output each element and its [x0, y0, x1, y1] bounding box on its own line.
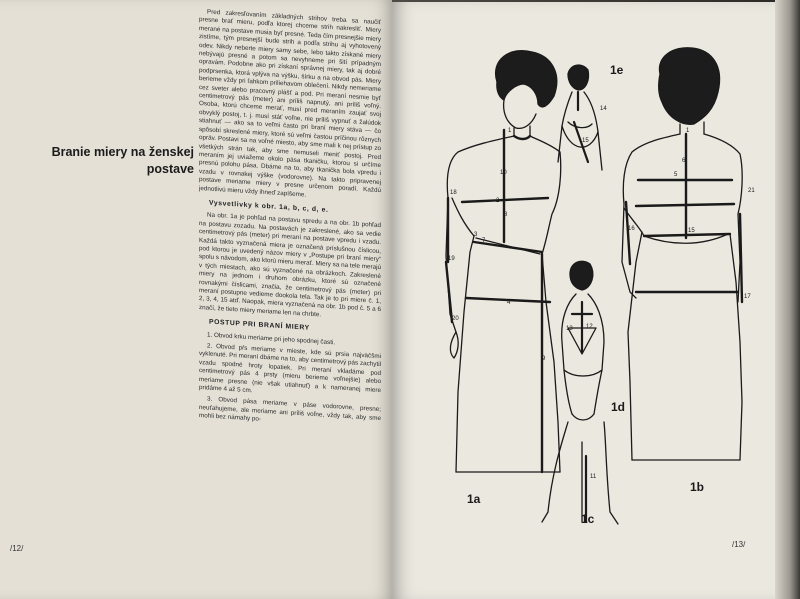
section-title [44, 144, 194, 178]
figure-label-1e: 1e [610, 63, 624, 77]
num-1a-19: 19 [448, 256, 455, 262]
num-1a-20: 20 [452, 316, 459, 322]
page-number-left: /12/ [10, 544, 24, 553]
num-1a-8: 8 [504, 212, 508, 218]
num-1a-1: 1 [508, 128, 512, 134]
num-1b-5: 5 [674, 172, 678, 178]
title-line-2: postave [146, 162, 194, 176]
procedure-heading: POSTUP PRI BRANÍ MIERY [209, 318, 310, 332]
intro-paragraph: Pred zakresľovaním základných strihov treba sa naučiť presne brať mieru, podľa ktorej chceme strih nakresliť. Miery merané na postave musia byť presné. Teda čím presnejšie miery zistíme, tým presnejší bude strih a podľa strihu aj vyhotovený odev. Nikdy neberte miery samy sebe, lebo takto získané miery nebývajú presné a potom sa nevyhneme pri šití prípadným opravám. Podobne ako pri získaní správnej miery, tak aj dobré podprsenka, ktorá vplýva na výšku, šírku a na obvod pás. Miery berieme vždy pri ľahkom priliehavom oblečení. Nikdy nemeriame cez sveter alebo pracovný plášť a pod. Pri meraní nesmie byť centimetrový pás (meter) ani príliš napnutý, ani príliš voľný. Osoba, ktorú chceme merať, musí pred meraním zaujať svoj obvyklý postoj, t. j. musí stáť voľne, nie príliš vypnuť a žalúdok stiahnuť — ako sa to veľmi často pri braní miery stáva — čo spôsobí skreslené miery, ktoré sú veľmi častou príčinou rôznych opráv. Postavi sa na voľné miesto, aby sme mali k nej prístup zo všetkých strán tak, aby sme nemuseli meniť postoj. Pred meraním jej uviažeme okolo pása tkaničku, ktorou si určíme presnú polohu pása. Dbáme na to, aby tkanička bola vpredu i vzadu v rovnakej výške (vodorovne). Na takto pripravenej postave meriame miery v presne určenom poradí. Každú jednotlivú mieru vždy ihneď zapíšeme. [199, 8, 381, 199]
procedure-item-2: 2. Obvod pŕs meriame v mieste, kde sú prsia najväčšmi vyklenuté. Pri meraní dbáme na to, aby centimetrový pás zachytil vzadu spodné hroty lopatiek. Pri meraní vkladáme pod centimetrový pás 4 prsty (mieru berieme voľnejšie) alebo meriame presne (nie však utiahnuť) a k nameranej miere pridáme 4 až 5 cm. [199, 342, 381, 395]
num-1b-15: 15 [688, 228, 695, 234]
num-1e-14: 14 [600, 106, 607, 112]
figure-label-1c: 1c [581, 512, 595, 526]
book-edge [775, 0, 800, 599]
num-1e-15: 15 [582, 138, 589, 144]
legend-paragraph: Na obr. 1a je pohľad na postavu spredu a na obr. 1b pohľad na postavu zozadu. Na postavách je zakreslené, ako sa vedie centimetrový pás (meter) pri meraní na postave vpredu i vzadu. Každá takto vyznačená miera je označená príslušnou číslicou, pod ktorou je uvedený názov miery v „Postupe pri braní miery“ spolu s návodom, ako ktorú mieru merať. Miery sa na tele merajú v tých miestach, ako sú vyznačené na obrázkoch. Zakreslené miery na jednom i druhom obrázku, ktoré sú označené rovnakými číslicami, značia, že centimetrový pás (meter) pri meraní postupne vedieme dookola tela. Tak je to pri miere č. 1, 2, 3, 4, 15 atď. Naopak, miera vyznačená na obr. 1b pod č. 5 a 6 značí, že tieto miery meriame len na chrbte. [199, 211, 381, 319]
procedure-list [199, 331, 381, 432]
num-1b-21: 21 [748, 188, 755, 194]
num-1a-4: 4 [507, 300, 511, 306]
measurement-illustration [392, 2, 775, 599]
num-1a-7: 7 [482, 238, 486, 244]
legend-heading: Vysvetlivky k obr. 1a, b, c, d, e. [209, 199, 329, 214]
num-1a-18: 18 [450, 190, 457, 196]
left-page [0, 0, 392, 599]
text-column [199, 8, 381, 435]
num-1d-13: 13 [566, 326, 573, 332]
figure-label-1a: 1a [467, 492, 481, 506]
procedure-item-1: 1. Obvod krku meriame pri jeho spodnej časti. [207, 331, 336, 346]
num-1a-3: 3 [474, 232, 478, 238]
figure-1e-back-small [558, 65, 602, 170]
num-1a-2: 2 [496, 198, 500, 204]
figure-label-1b: 1b [690, 480, 705, 494]
title-line-1: Branie miery na ženskej [51, 145, 194, 159]
num-1b-17: 17 [744, 294, 751, 300]
procedure-item-3: 3. Obvod pása meriame v páse vodorovne, presne; neuťahujeme, ale meriame ani príliš voľne, vždy tak, aby sme mohli bez námahy po- [199, 395, 381, 424]
figure-1b-back [622, 48, 742, 460]
num-1a-10: 10 [500, 170, 507, 176]
figure-label-1d: 1d [611, 400, 626, 414]
num-1b-6: 6 [682, 158, 686, 164]
num-1a-9: 9 [542, 356, 546, 362]
num-1b-1: 1 [686, 128, 690, 134]
figure-1a-front [446, 51, 561, 472]
num-1c-11: 11 [590, 474, 597, 480]
figure-1c-leg [542, 422, 618, 524]
num-1b-16: 16 [628, 226, 635, 232]
page-number-right: /13/ [732, 540, 746, 549]
num-1d-12: 12 [586, 324, 593, 330]
